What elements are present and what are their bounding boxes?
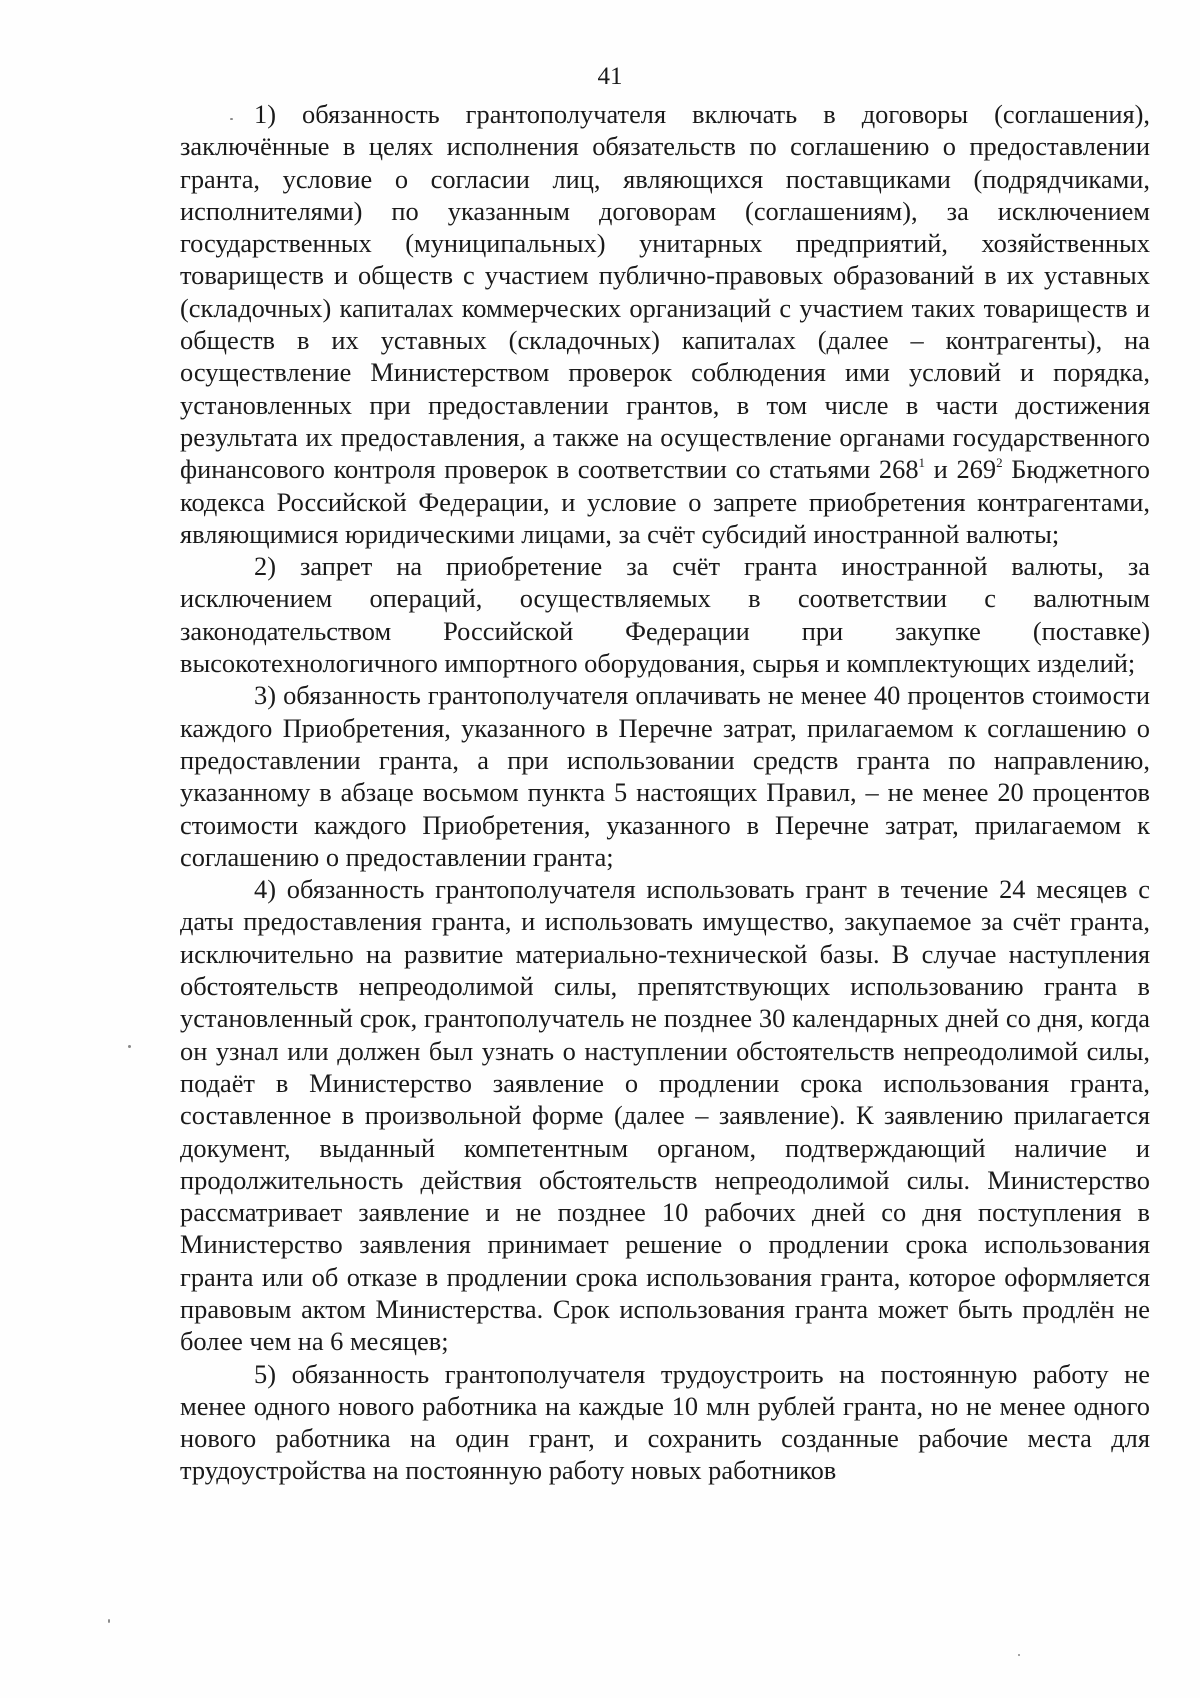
page-number: 41	[597, 63, 623, 90]
list-item-1-text-a: 1) обязанность грантополучателя включать в договоры (соглашения), заключённые в целях исполнения обязательств по соглашению о предоставлении гранта, условие о согласии лиц, являющихся поставщиками (подрядчиками, исполнителями) по указанным договорам (соглашениям), за исключением государственных (муниципальных) унитарных предприятий, хозяйственных товариществ и обществ с участием публично-правовых образований в их уставных (складочных) капиталах коммерческих организаций с участием таких товариществ и обществ в их уставных (складочных) капиталах (далее – контрагенты), на осуществление Министерством проверок соблюдения ими условий и порядка, установленных при предоставлении грантов, в том числе в части достижения результата их предоставления, а также на осуществление органами государственного финансового контроля проверок в соответствии со статьями 268	[180, 99, 1150, 485]
list-item-2: 2) запрет на приобретение за счёт гранта иностранной валюты, за исключением операций, осуществляемых в соответствии с валютным законодательством Российской Федерации при закупке (поставке) высокотехнологичного импортного оборудования, сырья и комплектующих изделий;	[180, 551, 1150, 679]
scan-speck	[1018, 1654, 1020, 1656]
list-item-1	[180, 98, 1150, 550]
scan-speck	[108, 1619, 110, 1623]
list-item-1-text-b: и 269	[925, 454, 997, 485]
superscript-article-268: 1	[918, 455, 926, 471]
list-item-4: 4) обязанность грантополучателя использовать грант в течение 24 месяцев с даты предоставления гранта, и использовать имущество, закупаемое за счёт гранта, исключительно на развитие материально-технической базы. В случае наступления обстоятельств непреодолимой силы, препятствующих использованию гранта в установленный срок, грантополучатель не позднее 30 календарных дней со дня, когда он узнал или должен был узнать о наступлении обстоятельств непреодолимой силы, подаёт в Министерство заявление о продлении срока использования гранта, составленное в произвольной форме (далее – заявление). К заявлению прилагается документ, выданный компетентным органом, подтверждающий наличие и продолжительность действия обстоятельств непреодолимой силы. Министерство рассматривает заявление и не позднее 10 рабочих дней со дня поступления в Министерство заявления принимает решение о продлении срока использования гранта или об отказе в продлении срока использования гранта, которое оформляется правовым актом Министерства. Срок использования гранта может быть продлён не более чем на 6 месяцев;	[180, 874, 1150, 1357]
list-item-3: 3) обязанность грантополучателя оплачивать не менее 40 процентов стоимости каждого Приобретения, указанного в Перечне затрат, прилагаемом к соглашению о предоставлении гранта, а при использовании средств гранта по направлению, указанному в абзаце восьмом пункта 5 настоящих Правил, – не менее 20 процентов стоимости каждого Приобретения, указанного в Перечне затрат, прилагаемом к соглашению о предоставлении гранта;	[180, 680, 1150, 872]
list-item-1-text-c: Бюджетного кодекса Российской Федерации, и условие о запрете приобретения контрагентами, являющимися юридическими лицами, за счёт субсидий иностранной валюты;	[180, 454, 1150, 549]
list-item-5: 5) обязанность грантополучателя трудоустроить на постоянную работу не менее одного нового работника на каждые 10 млн рублей гранта, но не менее одного нового работника на один грант, и сохранить созданные рабочие места для трудоустройства на постоянную работу новых работников	[180, 1358, 1150, 1486]
scan-speck	[230, 118, 233, 120]
scan-speck	[128, 1045, 131, 1048]
superscript-article-269: 2	[996, 455, 1003, 471]
document-body	[180, 98, 1150, 1487]
